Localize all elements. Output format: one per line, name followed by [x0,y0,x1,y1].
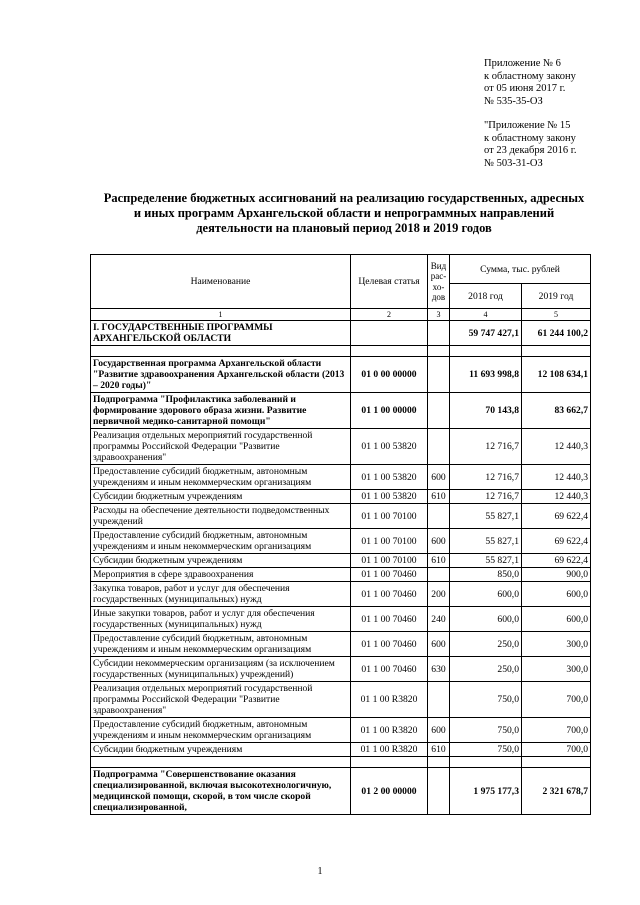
row-2018: 850,0 [450,568,522,582]
row-name: Подпрограмма "Профилактика заболеваний и формирование здорового образа жизни. Развитие первичной медико-санитарной помощи" [91,393,351,429]
row-code: 01 1 00 R3820 [351,682,428,718]
row-name: Предоставление субсидий бюджетным, автономным учреждениям и иным некоммерческим организациям [91,529,351,554]
column-number: 5 [522,309,591,321]
row-2018: 55 827,1 [450,529,522,554]
appendix-line: к областному закону [484,132,576,144]
row-2019: 300,0 [522,632,591,657]
row-code: 01 1 00 53820 [351,465,428,490]
row-kind: 600 [428,718,450,743]
row-name: Государственная программа Архангельской области "Развитие здравоохранения Архангельской области (2013 – 2020 годы)" [91,357,351,393]
row-2018: 600,0 [450,607,522,632]
row-2019: 12 440,3 [522,429,591,465]
row-kind: 200 [428,582,450,607]
row-2019: 600,0 [522,582,591,607]
row-code [351,321,428,346]
row-2018: 750,0 [450,743,522,757]
column-number: 1 [91,309,351,321]
row-name: Субсидии бюджетным учреждениям [91,490,351,504]
row-kind [428,768,450,815]
row-code: 01 1 00 00000 [351,393,428,429]
document-title [84,191,604,236]
row-name: Реализация отдельных мероприятий государственной программы Российской Федерации "Развитие здравоохранения" [91,682,351,718]
row-kind [428,682,450,718]
row-kind [428,321,450,346]
row-kind [428,393,450,429]
row-kind: 600 [428,529,450,554]
row-code: 01 1 00 70100 [351,504,428,529]
header-2018: 2018 год [450,284,522,309]
row-kind: 610 [428,743,450,757]
row-2018: 1 975 177,3 [450,768,522,815]
row-2019: 600,0 [522,607,591,632]
row-2019: 700,0 [522,718,591,743]
row-code: 01 1 00 70460 [351,657,428,682]
row-kind: 600 [428,465,450,490]
row-2018: 750,0 [450,718,522,743]
row-kind [428,504,450,529]
spacer-row [91,346,591,357]
row-2019: 700,0 [522,682,591,718]
row-2018: 55 827,1 [450,554,522,568]
row-2018: 59 747 427,1 [450,321,522,346]
table-row [91,490,591,504]
table-row [91,568,591,582]
table-row [91,682,591,718]
row-code: 01 1 00 R3820 [351,743,428,757]
row-name: Закупка товаров, работ и услуг для обеспечения государственных (муниципальных) нужд [91,582,351,607]
row-2019: 69 622,4 [522,529,591,554]
row-name: Предоставление субсидий бюджетным, автономным учреждениям и иным некоммерческим организациям [91,718,351,743]
appendix-line: № 503-31-ОЗ [484,157,543,169]
table-row [91,554,591,568]
row-2019: 12 108 634,1 [522,357,591,393]
table-row [91,582,591,607]
spacer-row [91,757,591,768]
header-target: Целевая статья [351,255,428,309]
row-2019: 69 622,4 [522,504,591,529]
title-line: деятельности на плановый период 2018 и 2019 годов [196,221,492,235]
row-kind: 240 [428,607,450,632]
row-kind: 610 [428,490,450,504]
row-code: 01 1 00 70460 [351,568,428,582]
row-name: Расходы на обеспечение деятельности подведомственных учреждений [91,504,351,529]
row-code: 01 1 00 R3820 [351,718,428,743]
appendix-note [484,58,634,170]
row-2018: 750,0 [450,682,522,718]
appendix-line: от 05 июня 2017 г. [484,83,566,94]
table-row [91,357,591,393]
row-2019: 300,0 [522,657,591,682]
row-kind: 610 [428,554,450,568]
row-code: 01 1 00 53820 [351,429,428,465]
row-name: Субсидии некоммерческим организациям (за исключением государственных (муниципальных) учреждений) [91,657,351,682]
row-2019: 700,0 [522,743,591,757]
appendix-line: Приложение № 6 [484,58,561,69]
row-kind: 600 [428,632,450,657]
appendix-line: от 23 декабря 2016 г. [484,145,577,156]
table-row [91,529,591,554]
row-2019: 12 440,3 [522,465,591,490]
row-code: 01 1 00 70460 [351,607,428,632]
header-kind: Вид рас-хо-дов [428,255,450,309]
title-line: и иных программ Архангельской области и непрограммных направлений [133,206,555,220]
table-row [91,465,591,490]
row-name: Субсидии бюджетным учреждениям [91,743,351,757]
column-number: 2 [351,309,428,321]
budget-table [90,254,591,815]
appendix-line: к областному закону [484,70,576,82]
row-name: Подпрограмма "Совершенствование оказания специализированной, включая высокотехнологичную, медицинской помощи, скорой, в том числе скорой специализированной, [91,768,351,815]
table-row [91,607,591,632]
row-2019: 900,0 [522,568,591,582]
row-name: Иные закупки товаров, работ и услуг для обеспечения государственных (муниципальных) нужд [91,607,351,632]
page-number: 1 [317,866,323,877]
row-code: 01 2 00 00000 [351,768,428,815]
header-sum: Сумма, тыс. рублей [450,255,591,284]
row-2018: 70 143,8 [450,393,522,429]
row-kind [428,357,450,393]
row-code: 01 1 00 70100 [351,529,428,554]
row-2019: 61 244 100,2 [522,321,591,346]
appendix-line: № 535-35-ОЗ [484,95,543,107]
table-row [91,718,591,743]
row-2018: 11 693 998,8 [450,357,522,393]
column-number: 4 [450,309,522,321]
row-name: I. ГОСУДАРСТВЕННЫЕ ПРОГРАММЫ АРХАНГЕЛЬСКОЙ ОБЛАСТИ [91,321,351,346]
title-line: Распределение бюджетных ассигнований на реализацию государственных, адресных [103,191,585,205]
appendix-line: "Приложение № 15 [484,120,571,131]
row-2018: 12 716,7 [450,490,522,504]
row-name: Субсидии бюджетным учреждениям [91,554,351,568]
row-2019: 69 622,4 [522,554,591,568]
row-code: 01 1 00 70100 [351,554,428,568]
table-row [91,321,591,346]
row-2019: 2 321 678,7 [522,768,591,815]
header-2019: 2019 год [522,284,591,309]
table-row [91,743,591,757]
table-row [91,768,591,815]
row-2018: 250,0 [450,632,522,657]
row-code: 01 1 00 70460 [351,582,428,607]
row-name: Предоставление субсидий бюджетным, автономным учреждениям и иным некоммерческим организациям [91,465,351,490]
row-kind: 630 [428,657,450,682]
row-name: Мероприятия в сфере здравоохранения [91,568,351,582]
row-name: Предоставление субсидий бюджетным, автономным учреждениям и иным некоммерческим организациям [91,632,351,657]
row-2018: 12 716,7 [450,429,522,465]
row-2018: 55 827,1 [450,504,522,529]
row-2019: 83 662,7 [522,393,591,429]
row-2019: 12 440,3 [522,490,591,504]
table-row [91,504,591,529]
row-code: 01 0 00 00000 [351,357,428,393]
header-name: Наименование [91,255,351,309]
table-row [91,429,591,465]
table-row [91,393,591,429]
row-code: 01 1 00 53820 [351,490,428,504]
row-2018: 600,0 [450,582,522,607]
row-kind [428,429,450,465]
row-code: 01 1 00 70460 [351,632,428,657]
column-number: 3 [428,309,450,321]
row-2018: 12 716,7 [450,465,522,490]
row-2018: 250,0 [450,657,522,682]
table-row [91,632,591,657]
row-kind [428,568,450,582]
table-row [91,657,591,682]
row-name: Реализация отдельных мероприятий государственной программы Российской Федерации "Развитие здравоохранения" [91,429,351,465]
